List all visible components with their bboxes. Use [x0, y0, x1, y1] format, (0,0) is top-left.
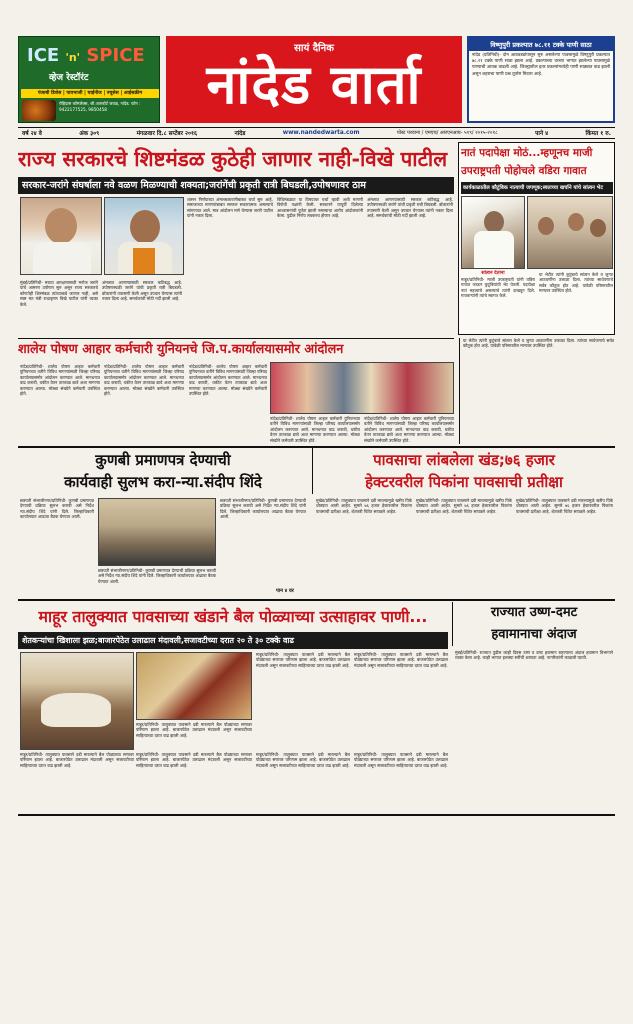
story6-col3: माहूर/प्रतिनिधी- तालुक्यात पावसाने दडी मारल्याने बैल पोळ्याच्या सणावर परिणाम झाला आहे. बाजारपेठेत उलाढाल मंदावली असून सजावटीच्या साहित्याच्या दरात वाढ झाली आहे. — [256, 652, 350, 668]
story2-continuation: या भेटीत त्यांनी कुटुंबाचे सांत्वन केले व जुन्या आठवणींना उजाळा दिला. त्यांच्या साधेपणाचे सर्वत्र कौतुक होत आहे. यावेळी परिसरातील मान्यवर उपस्थित होते. — [459, 338, 614, 444]
dateline-price: किंमत १ रु. — [585, 131, 611, 137]
story6-col4-bottom: माहूर/प्रतिनिधी- तालुक्यात पावसाने दडी मारल्याने बैल पोळ्याच्या सणावर परिणाम झाला आहे. बाजारपेठेत उलाढाल मंदावली असून सजावटीच्या साहित्याच्या दरात वाढ झाली आहे. — [354, 752, 448, 768]
ad-sub: व्हेज रेस्टॉरंट — [49, 73, 89, 83]
story5-headline-a: पावसाचा लांबलेला खंड;७६ हजार — [312, 448, 615, 472]
dateline-city: नांदेड — [234, 131, 246, 137]
story5-col1: मुखेड/प्रतिनिधी- तालुक्यात पावसाने दडी मारल्यामुळे खरीप पिके धोक्यात आली आहेत. सुमारे ७६ हजार हेक्टरवरील पिकांना पावसाची प्रतीक्षा आहे. शेतकरी चिंतेत सापडले आहेत. — [316, 498, 412, 514]
box-water-body: नांदेड (प्रतिनिधी)- दोन आठवड्यांपासून सुरु असलेल्या पावसामुळे विष्णुपुरी प्रकल्पात ७८.११ टक्के पाणी साठा झाला आहे. प्रकल्पाच्या वरच्या भागात झालेल्या पावसामुळे पाण्याची आवक वाढली आहे. जिल्ह्यातील इतर प्रकल्पांमध्येही पाणी साठ्यात वाढ झाली असून शहराचा पाणी प्रश्न तूर्तास मिटला आहे. — [472, 53, 610, 77]
story2-headline-a: नातं पदापेक्षा मोठं...म्हणूनच माजी — [461, 147, 593, 159]
story2-caption: सांत्वन देताना — [481, 271, 505, 276]
ad-cuisine: पंजाबी डिशेस | पावभाजी | चाईनीज | ज्यूसेस | आईसक्रीम — [21, 89, 159, 98]
story6-col4: माहूर/प्रतिनिधी- तालुक्यात पावसाने दडी मारल्याने बैल पोळ्याच्या सणावर परिणाम झाला आहे. बाजारपेठेत उलाढाल मंदावली असून सजावटीच्या साहित्याच्या दरात वाढ झाली आहे. — [354, 652, 448, 668]
dateline-pages: पाने ४ — [535, 131, 549, 137]
story1-photo-minister-2 — [104, 197, 184, 275]
dateline-year: वर्ष २४ वे — [22, 131, 42, 137]
ad-food-photo — [22, 100, 56, 121]
story6-subhead: शेतकऱ्यांचा खिशाला झळ;बाजारपेठेत उलाढाल मंदावली,सजावटीच्या दरात २० ते ३० टक्के वाढ — [18, 632, 448, 649]
dateline-date: मंगळवार दि.८ सप्टेंबर २०१६ — [136, 131, 198, 137]
ad-brand-spice: SPICE — [86, 45, 145, 66]
story4-caption: छत्रपती संभाजीनगर/प्रतिनिधी- कुणबी प्रमाणपत्र देण्याची प्रक्रिया सुलभ करावी असे निर्देश न्या.संदीप शिंदे यांनी दिले. जिल्हाधिकारी कार्यालयात आढावा बैठक घेण्यात आली. — [98, 568, 216, 584]
story6-col2: माहूर/प्रतिनिधी- तालुक्यात पावसाने दडी मारल्याने बैल पोळ्याच्या सणावर परिणाम झाला आहे. बाजारपेठेत उलाढाल मंदावली असून सजावटीच्या साहित्याच्या दरात वाढ झाली आहे. — [136, 722, 252, 738]
story6-photo-bull-1 — [20, 652, 134, 750]
story2-subhead: कार्यकाळातील कौटुंबिक नात्याची जपणूक;स्वतःच्या खर्चाने यांचे सांत्वन भेट — [461, 182, 613, 194]
story5-headline-b: हेक्टरवरील पिकांना पावसाची प्रतीक्षा — [312, 470, 615, 494]
story3-col5: नांदेड/प्रतिनिधी- शालेय पोषण आहार कर्मचारी युनियनच्या वतीने विविध मागण्यांसाठी जिल्हा परिषद कार्यालयासमोर आंदोलन करण्यात आले. मानधनात वाढ करावी, थकीत वेतन तात्काळ द्यावे अशा मागण्या करण्यात आल्या. मोठ्या संख्येने कर्मचारी उपस्थित होते. — [364, 416, 454, 443]
story1-subhead: सरकार-जरांगे संघर्षाला नवे वळण मिळण्याची शक्यता;जरांगेंची प्रकृती रात्री बिघडली,उपोषणावर ठाम — [18, 177, 454, 194]
story2-photo-visit — [461, 196, 525, 269]
story4-headline-a: कुणबी प्रमाणपत्र देण्याची — [95, 451, 231, 469]
story4-col3: छत्रपती संभाजीनगर/प्रतिनिधी- कुणबी प्रमाणपत्र देण्याची प्रक्रिया सुलभ करावी असे निर्देश न्या.संदीप शिंदे यांनी दिले. जिल्हाधिकारी कार्यालयात आढावा बैठक घेण्यात आली. — [220, 498, 306, 520]
story6-col1-bottom: माहूर/प्रतिनिधी- तालुक्यात पावसाने दडी मारल्याने बैल पोळ्याच्या सणावर परिणाम झाला आहे. बाजारपेठेत उलाढाल मंदावली असून सजावटीच्या साहित्याच्या दरात वाढ झाली आहे. — [20, 752, 134, 768]
masthead-tagline: सायं दैनिक — [294, 43, 334, 54]
box-water-title: विष्णुपुरी प्रकल्पात ७८.११ टक्के पाणी साठा — [469, 38, 613, 51]
ad-brand — [27, 45, 145, 66]
dateline-reg: पोस्ट परवाना / एमएच/ आरएनआय- ५१९/ २०१५-२०१८ — [396, 130, 498, 136]
story1-col4: विधिमंडळात या विषयावर चर्चा व्हावी अशी मागणी विरोधी पक्षांनी केली. सरकारने यापूर्वी दिलेल्या आश्वासनांची पूर्तता झाली नसल्याचा आरोप आंदोलकांनी केला. पुढील निर्णय लवकरच होणार आहे. — [277, 197, 363, 219]
masthead-title: नांदेड वार्ता — [206, 53, 422, 116]
story6-headline: माहूर तालुक्यात पावसाच्या खंडाने बैल पोळ्याच्या उत्साहावर पाणी... — [38, 607, 428, 626]
story3-col3: नांदेड/प्रतिनिधी- शालेय पोषण आहार कर्मचारी युनियनच्या वतीने विविध मागण्यांसाठी जिल्हा परिषद कार्यालयासमोर आंदोलन करण्यात आले. मानधनात वाढ करावी, थकीत वेतन तात्काळ द्यावे अशा मागण्या करण्यात आल्या. मोठ्या संख्येने कर्मचारी उपस्थित होते. — [189, 364, 267, 397]
masthead — [166, 36, 462, 123]
story4-page-ref[interactable]: पान ४ वर — [276, 588, 294, 594]
story7-headline-b: हवामानाचा अंदाज — [452, 624, 615, 646]
story6-col2-bottom: माहूर/प्रतिनिधी- तालुक्यात पावसाने दडी मारल्याने बैल पोळ्याच्या सणावर परिणाम झाला आहे. बाजारपेठेत उलाढाल मंदावली असून सजावटीच्या साहित्याच्या दरात वाढ झाली आहे. — [136, 752, 252, 768]
story4-col1: छत्रपती संभाजीनगर/प्रतिनिधी- कुणबी प्रमाणपत्र देण्याची प्रक्रिया सुलभ करावी असे निर्देश न्या.संदीप शिंदे यांनी दिले. जिल्हाधिकारी कार्यालयात आढावा बैठक घेण्यात आली. — [20, 498, 94, 520]
story4-headline-b: कार्यवाही सुलभ करा-न्या.संदीप शिंदे — [64, 473, 262, 491]
story1-headline: राज्य सरकारचे शिष्टमंडळ कुठेही जाणार नाही-विखे पाटील — [18, 147, 448, 171]
box-water-storage — [467, 36, 615, 123]
story5-col3: मुखेड/प्रतिनिधी- तालुक्यात पावसाने दडी मारल्यामुळे खरीप पिके धोक्यात आली आहेत. सुमारे ७६ हजार हेक्टरवरील पिकांना पावसाची प्रतीक्षा आहे. शेतकरी चिंतेत सापडले आहेत. — [516, 498, 613, 514]
dateline-issue: अंक ३०९ — [79, 131, 100, 137]
story1-col2: अंमलात आणण्यासाठी सरकार कटिबद्ध आहे. उपोषणस्थळी जरांगे यांची प्रकृती रात्री बिघडली. डॉक्टरांनी तपासणी केली असून उपचार घेण्यास त्यांनी नकार दिला आहे. समर्थकांची मोठी गर्दी झाली आहे. — [102, 280, 182, 302]
dateline-website[interactable]: www.nandedwarta.com — [282, 130, 360, 136]
story2-body-a: माहूर/प्रतिनिधी- माजी उपराष्ट्रपती यांनी वडिरा गावात जाऊन कुटुंबियांची भेट घेतली. पदापेक्षा नातं महत्त्वाचे असल्याचे त्यांनी दाखवून दिले. गावकऱ्यांनी त्यांचे स्वागत केले. — [461, 277, 535, 299]
story6-photo-bull-2 — [136, 652, 252, 720]
ad-brand-n: 'n' — [65, 51, 81, 64]
story3-col4: नांदेड/प्रतिनिधी- शालेय पोषण आहार कर्मचारी युनियनच्या वतीने विविध मागण्यांसाठी जिल्हा परिषद कार्यालयासमोर आंदोलन करण्यात आले. मानधनात वाढ करावी, थकीत वेतन तात्काळ द्यावे अशा मागण्या करण्यात आल्या. मोठ्या संख्येने कर्मचारी उपस्थित होते. — [270, 416, 360, 443]
story2-photo-family — [527, 196, 613, 269]
story3-col2: नांदेड/प्रतिनिधी- शालेय पोषण आहार कर्मचारी युनियनच्या वतीने विविध मागण्यांसाठी जिल्हा परिषद कार्यालयासमोर आंदोलन करण्यात आले. मानधनात वाढ करावी, थकीत वेतन तात्काळ द्यावे अशा मागण्या करण्यात आल्या. मोठ्या संख्येने कर्मचारी उपस्थित होते. — [104, 364, 184, 397]
story2-body-b: या भेटीत त्यांनी कुटुंबाचे सांत्वन केले व जुन्या आठवणींना उजाळा दिला. त्यांच्या साधेपणाचे सर्वत्र कौतुक होत आहे. यावेळी परिसरातील मान्यवर उपस्थित होते. — [539, 272, 613, 294]
story3-col1: नांदेड/प्रतिनिधी- शालेय पोषण आहार कर्मचारी युनियनच्या वतीने विविध मागण्यांसाठी जिल्हा परिषद कार्यालयासमोर आंदोलन करण्यात आले. मानधनात वाढ करावी, थकीत वेतन तात्काळ द्यावे अशा मागण्या करण्यात आल्या. मोठ्या संख्येने कर्मचारी उपस्थित होते. — [20, 364, 100, 397]
story2-headline-b: उपराष्ट्रपती पोहोचले वडिरा गावात — [461, 165, 587, 177]
story7-headline-a: राज्यात उष्ण-दमट — [452, 602, 615, 624]
story7-body: मुंबई/प्रतिनिधी- राज्यात पुढील काही दिवस उष्ण व दमट हवामान राहण्याचा अंदाज हवामान विभागाने व्यक्त केला आहे. काही भागात हलक्या सरींची शक्यता आहे. नागरिकांनी काळजी घ्यावी. — [455, 650, 613, 661]
story4-photo-meeting — [98, 498, 216, 566]
story1-col5: अंमलात आणण्यासाठी सरकार कटिबद्ध आहे. उपोषणस्थळी जरांगे यांची प्रकृती रात्री बिघडली. डॉक्टरांनी तपासणी केली असून उपचार घेण्यास त्यांनी नकार दिला आहे. समर्थकांची मोठी गर्दी झाली आहे. — [367, 197, 453, 219]
story3-headline: शालेय पोषण आहार कर्मचारी युनियनचे जि.प.कार्यालयासमोर आंदोलन — [18, 338, 454, 360]
story1-col3: शासन निर्णयाच्या अंमलबजावणीबाबत चर्चा सुरु आहे. समाजाच्या मागण्यांबाबत सरकार सकारात्मक असल्याचे सांगण्यात आले. मात्र आंदोलन मागे घेण्यास जरांगे पाटील यांनी नकार दिला. — [187, 197, 273, 219]
ad-brand-ice: ICE — [27, 45, 60, 66]
story3-photo-protest — [270, 362, 454, 414]
story1-photo-minister-1 — [20, 197, 102, 275]
story1-col1: मुंबई/प्रतिनिधी- मराठा आरक्षणासाठी मनोज जरांगे यांचे आमरण उपोषण सुरु असून राज्य सरकारचे कोणतेही शिष्टमंडळ त्यांच्याकडे जाणार नाही, असे स्पष्ट मत मंत्री राधाकृष्ण विखे पाटील यांनी व्यक्त केले. — [20, 280, 98, 307]
story5-col2: मुखेड/प्रतिनिधी- तालुक्यात पावसाने दडी मारल्यामुळे खरीप पिके धोक्यात आली आहेत. सुमारे ७६ हजार हेक्टरवरील पिकांना पावसाची प्रतीक्षा आहे. शेतकरी चिंतेत सापडले आहेत. — [416, 498, 512, 514]
story6-col3-bottom: माहूर/प्रतिनिधी- तालुक्यात पावसाने दडी मारल्याने बैल पोळ्याच्या सणावर परिणाम झाला आहे. बाजारपेठेत उलाढाल मंदावली असून सजावटीच्या साहित्याच्या दरात वाढ झाली आहे. — [256, 752, 350, 768]
dateline-bar — [18, 127, 615, 139]
ad-address: रोहिदास कॉम्प्लेक्स, श्री.आरकोर्ट जवळ, नांदेड. फोन : 9422177525, 9850458 — [59, 101, 141, 112]
ad-restaurant — [18, 36, 160, 123]
